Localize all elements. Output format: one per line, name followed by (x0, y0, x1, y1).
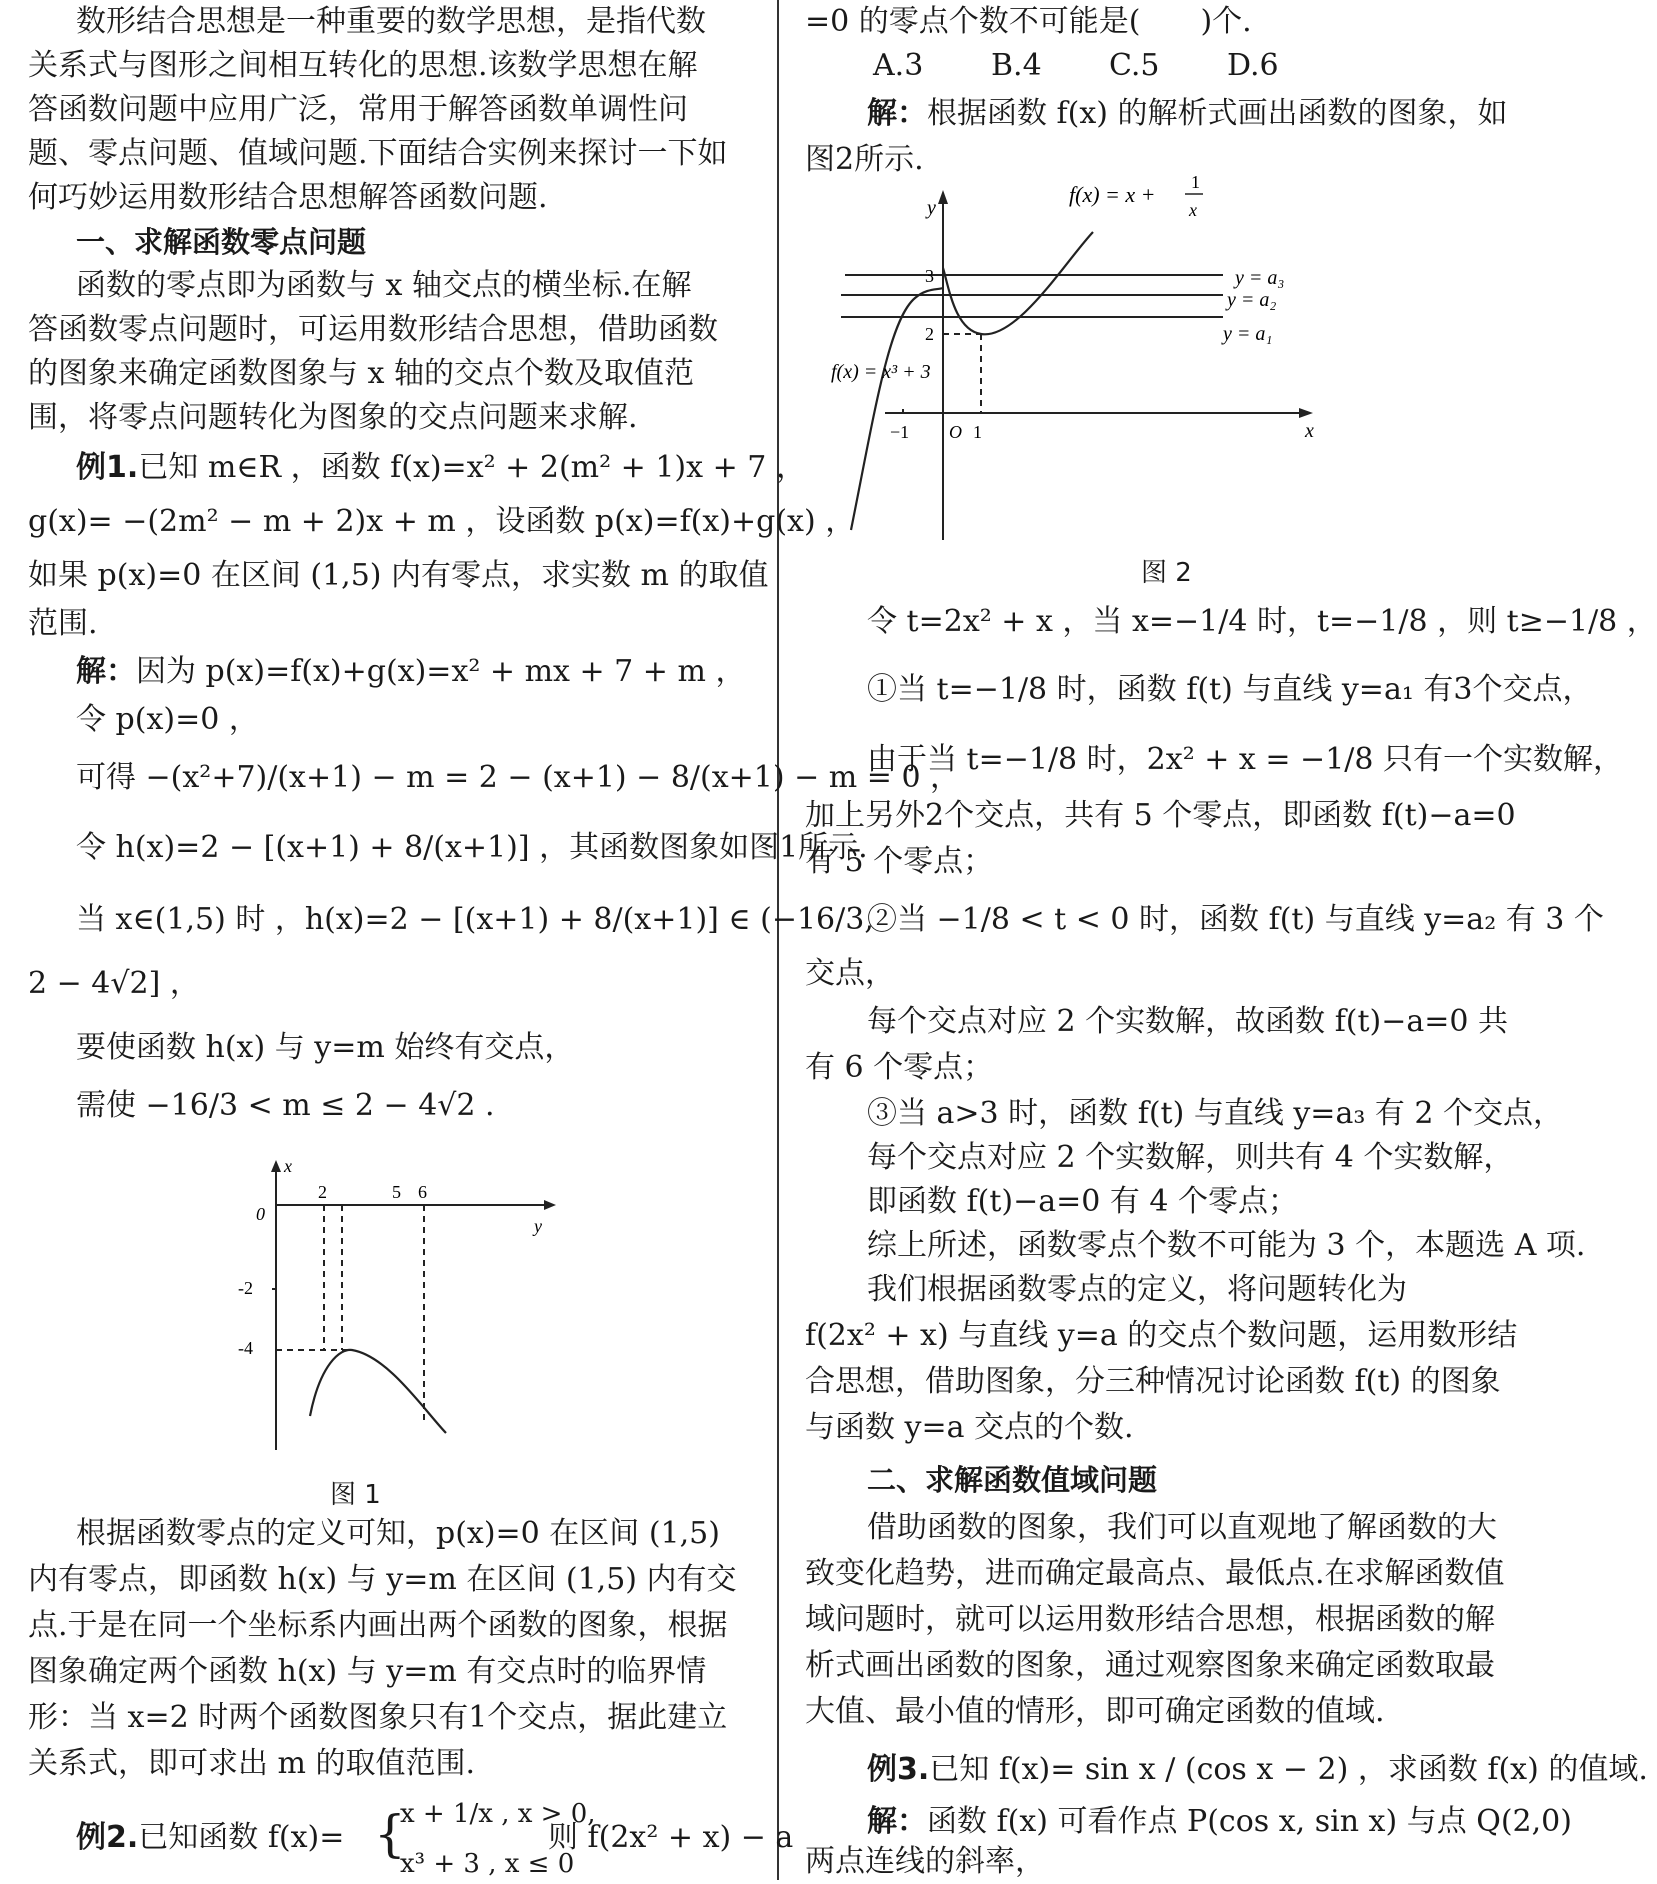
solution1-line: 要使函数 h(x) 与 y=m 始终有交点， (76, 1030, 575, 1065)
section2-line: 域问题时，就可以运用数形结合思想，根据函数的解 (805, 1602, 1495, 1637)
option-b: B.4 (991, 48, 1042, 83)
section2-heading: 二、求解函数值域问题 (867, 1463, 1158, 1497)
figure-2-caption: 图 2 (1141, 558, 1192, 588)
fig2-label-a2: y = a₂ (1227, 289, 1277, 311)
fig2-axis-label-y: y (927, 197, 936, 219)
example1-line: 如果 p(x)=0 在区间 (1,5) 内有零点，求实数 m 的取值 (28, 558, 769, 593)
example2-tail: 则 f(2x² + x) − a (548, 1820, 794, 1855)
solution1-line: 需使 −16/3 < m ≤ 2 − 4√2 . (76, 1088, 495, 1123)
fig2-label-f-frac-num: 1 (1191, 172, 1200, 192)
fig1-axis-label-x: x (284, 1156, 292, 1176)
example2-continued: =0 的零点个数不可能是( )个. (805, 4, 1252, 39)
solution2-body-line: ①当 t=−1/8 时，函数 f(t) 与直线 y=a₁ 有3个交点， (867, 672, 1593, 707)
solution2-body-line: 我们根据函数零点的定义，将问题转化为 (867, 1272, 1407, 1307)
section1-line: 围，将零点问题转化为图象的交点问题来求解. (28, 400, 638, 435)
fig1-discussion-line: 关系式，即可求出 m 的取值范围. (28, 1746, 476, 1781)
solution1-line: 可得 −(x²+7)/(x+1) − m = 2 − (x+1) − 8/(x+1) − m = 0 ， (76, 760, 961, 795)
section1-line: 函数的零点即为函数与 x 轴交点的横坐标.在解 (76, 268, 692, 303)
fig2-label-f-right: f(x) = x + (1069, 182, 1156, 207)
example3-label: 例3. (867, 1752, 930, 1787)
solution2-body-line: 即函数 f(t)−a=0 有 4 个零点； (867, 1184, 1299, 1219)
example2-line (76, 1816, 344, 1860)
fig2-tick-1: 1 (973, 422, 982, 442)
example1-text: 已知 m∈R ，函数 f(x)=x² + 2(m² + 1)x + 7 ， (138, 450, 806, 485)
solution-text: 函数 f(x) 可看作点 P(cos x, sin x) 与点 Q(2,0) (927, 1804, 1572, 1839)
figure-1 (228, 1150, 558, 1470)
fig1-tick-6: 6 (418, 1182, 427, 1202)
fig1-discussion-line: 图象确定两个函数 h(x) 与 y=m 有交点时的临界情 (28, 1654, 707, 1689)
section2-line: 大值、最小值的情形，即可确定函数的值域. (805, 1694, 1385, 1729)
solution1-line (76, 650, 745, 694)
fig1-tick-neg4: -4 (238, 1338, 253, 1358)
fig2-label-f-frac-den: x (1189, 200, 1197, 220)
section2-line: 借助函数的图象，我们可以直观地了解函数的大 (867, 1510, 1497, 1545)
solution2-body-line: 加上另外2个交点，共有 5 个零点，即函数 f(t)−a=0 (805, 798, 1516, 833)
example1-label: 例1. (76, 450, 139, 485)
fig2-curve-hyperbolic (943, 232, 1093, 334)
piecewise-case-2: x³ + 3 , x ≤ 0 (400, 1849, 575, 1879)
solution2-body-line: ②当 −1/8 < t < 0 时，函数 f(t) 与直线 y=a₂ 有 3 个 (867, 902, 1604, 937)
solution2-body-line: 有 5 个零点； (805, 844, 994, 879)
intro-line: 关系式与图形之间相互转化的思想.该数学思想在解 (28, 48, 698, 83)
section1-line: 的图象来确定函数图象与 x 轴的交点个数及取值范 (28, 356, 694, 391)
solution2-line (867, 92, 1508, 136)
solution-label: 解： (76, 654, 136, 689)
solution2-body-line: 令 t=2x² + x ，当 x=−1/4 时，t=−1/8 ，则 t≥−1/8 ， (867, 604, 1657, 639)
section2-line: 致变化趋势，进而确定最高点、最低点.在求解函数值 (805, 1556, 1505, 1591)
example3-text: 已知 f(x)= sin x / (cos x − 2) ，求函数 f(x) 的值域. (929, 1752, 1648, 1787)
solution1-line: 令 h(x)=2 − [(x+1) + 8/(x+1)] ，其函数图象如图1所示. (76, 830, 868, 865)
option-a: A.3 (873, 48, 924, 83)
solution1-line: 当 x∈(1,5) 时 ，h(x)=2 − [(x+1) + 8/(x+1)] ∈ (−16/3, (76, 902, 874, 937)
fig1-discussion-line: 点.于是在同一个坐标系内画出两个函数的图象，根据 (28, 1608, 728, 1643)
example3-line (867, 1748, 1648, 1792)
solution3-line: 两点连线的斜率， (805, 1844, 1045, 1879)
fig2-origin: O (949, 422, 962, 442)
solution2-body-line: 合思想，借助图象，分三种情况讨论函数 f(t) 的图象 (805, 1364, 1501, 1399)
solution-text: 因为 p(x)=f(x)+g(x)=x² + mx + 7 + m ， (136, 654, 746, 689)
solution1-line: 2 − 4√2] ， (28, 966, 200, 1001)
fig2-axis-arrow (938, 190, 948, 204)
figure-2 (831, 172, 1425, 550)
example2-label: 例2. (76, 1820, 139, 1855)
fig1-discussion-line: 内有零点，即函数 h(x) 与 y=m 在区间 (1,5) 内有交 (28, 1562, 737, 1597)
fig1-curve-h (310, 1350, 446, 1433)
intro-line: 题、零点问题、值域问题.下面结合实例来探讨一下如 (28, 136, 728, 171)
solution2-body-line: 由于当 t=−1/8 时，2x² + x = −1/8 只有一个实数解， (867, 742, 1624, 777)
solution1-line: 令 p(x)=0 ， (76, 702, 259, 737)
solution2-line: 图2所示. (805, 142, 924, 177)
fig2-axis-arrow (1299, 408, 1313, 418)
fig1-axis-arrow (544, 1200, 556, 1210)
figure-1-caption: 图 1 (330, 1480, 381, 1510)
fig2-axis-label-x: x (1305, 420, 1314, 442)
fig1-tick-5: 5 (392, 1182, 401, 1202)
solution2-body-line: f(2x² + x) 与直线 y=a 的交点个数问题，运用数形结 (805, 1318, 1518, 1353)
fig1-tick-2: 2 (318, 1182, 327, 1202)
solution2-body-line: 交点， (805, 956, 895, 991)
fig2-tick-3: 3 (925, 266, 934, 286)
fig1-discussion-line: 根据函数零点的定义可知，p(x)=0 在区间 (1,5) (76, 1516, 720, 1551)
solution2-body-line: 综上所述，函数零点个数不可能为 3 个，本题选 A 项. (867, 1228, 1586, 1263)
solution2-body-line: 与函数 y=a 交点的个数. (805, 1410, 1134, 1445)
intro-line: 何巧妙运用数形结合思想解答函数问题. (28, 180, 548, 215)
section2-line: 析式画出函数的图象，通过观察图象来确定函数取最 (805, 1648, 1495, 1683)
fig2-tick-2: 2 (925, 324, 934, 344)
fig1-tick-neg2: -2 (238, 1278, 253, 1298)
fig1-axis-arrow (271, 1160, 281, 1172)
fig1-axis-label-y: y (534, 1216, 542, 1236)
example2-text: 已知函数 f(x)= (138, 1820, 345, 1855)
intro-line: 答函数问题中应用广泛，常用于解答函数单调性问 (28, 92, 688, 127)
example1-line: 范围. (28, 606, 98, 641)
solution2-body-line: 每个交点对应 2 个实数解，则共有 4 个实数解， (867, 1140, 1514, 1175)
fig1-origin: 0 (256, 1204, 265, 1224)
piecewise-brace: { (374, 1805, 406, 1863)
option-c: C.5 (1109, 48, 1160, 83)
example1-line: g(x)= −(2m² − m + 2)x + m ，设函数 p(x)=f(x)+g(x) ， (28, 504, 856, 539)
solution-label: 解： (867, 1804, 927, 1839)
fig2-label-a3: y = a₃ (1235, 267, 1285, 289)
solution-text: 根据函数 f(x) 的解析式画出函数的图象，如 (927, 96, 1508, 131)
solution2-body-line: ③当 a>3 时，函数 f(t) 与直线 y=a₃ 有 2 个交点， (867, 1096, 1564, 1131)
fig2-tick-neg1: −1 (890, 422, 910, 442)
solution3-line (867, 1800, 1572, 1844)
section1-heading: 一、求解函数零点问题 (76, 225, 367, 259)
solution2-body-line: 每个交点对应 2 个实数解，故函数 f(t)−a=0 共 (867, 1004, 1509, 1039)
intro-line: 数形结合思想是一种重要的数学思想，是指代数 (76, 4, 706, 39)
section1-line: 答函数零点问题时，可运用数形结合思想，借助函数 (28, 312, 718, 347)
fig1-discussion-line: 形：当 x=2 时两个函数图象只有1个交点，据此建立 (28, 1700, 728, 1735)
solution2-body-line: 有 6 个零点； (805, 1050, 994, 1085)
fig2-label-f-left: f(x) = x³ + 3 (831, 361, 931, 383)
piecewise-case-1: x + 1/x , x > 0, (400, 1799, 596, 1829)
option-d: D.6 (1227, 48, 1279, 83)
fig2-label-a1: y = a₁ (1223, 323, 1273, 345)
example1-line (76, 446, 806, 490)
solution-label: 解： (867, 96, 927, 131)
